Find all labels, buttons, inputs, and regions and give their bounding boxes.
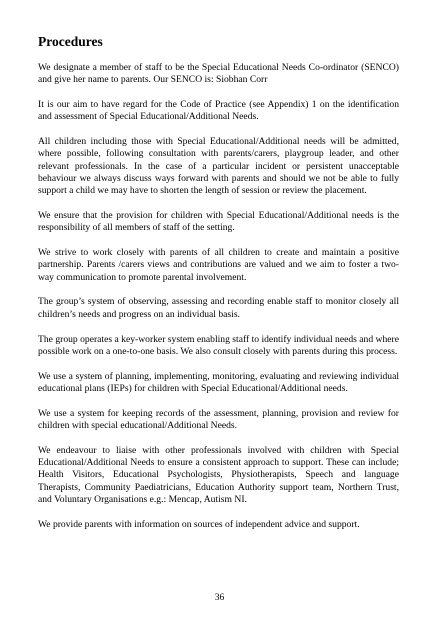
paragraph-admission: All children including those with Special Educational/Additional needs will be admitted, where possible, following consultation with parents/carers, playgroup leader, and other relevant professionals. In the case of a particular incident or persistent unacceptable behaviour we always discuss ways forward with parents and should we not be able to fully support a child we may have to shorten the length of session or review the placement. xyxy=(38,136,399,197)
paragraph-records: We use a system for keeping records of the assessment, planning, provision and review for children with special educational/Additional Needs. xyxy=(38,407,399,431)
paragraph-senco: We designate a member of staff to be the Special Educational Needs Co-ordinator (SENCO) and give her name to parents. Our SENCO is: Siobhan Corr xyxy=(38,62,399,86)
paragraph-code-of-practice: It is our aim to have regard for the Code of Practice (see Appendix) 1 on the identification and assessment of Special Educational/Additional Needs. xyxy=(38,99,399,123)
page-number: 36 xyxy=(214,592,225,603)
paragraph-ieps: We use a system of planning, implementing, monitoring, evaluating and reviewing individual educational plans (IEPs) for children with Special Educational/Additional needs. xyxy=(38,370,399,394)
paragraph-staff-responsibility: We ensure that the provision for children with Special Educational/Additional needs is the responsibility of all members of staff of the setting. xyxy=(38,210,399,234)
paragraph-independent-advice: We provide parents with information on sources of independent advice and support. xyxy=(38,518,360,530)
paragraph-key-worker: The group operates a key-worker system enabling staff to identify individual needs and where possible work on a one-to-one basis. We also consult closely with parents during this process. xyxy=(38,333,399,357)
section-heading: Procedures xyxy=(38,34,103,49)
paragraph-parent-partnership: We strive to work closely with parents of all children to create and maintain a positive partnership. Parents /carers views and contributions are valued and we aim to foster a two-way communication to promote parental involvement. xyxy=(38,247,399,283)
paragraph-observing-assessing: The group’s system of observing, assessing and recording enable staff to monitor closely all children’s needs and progress on an individual basis. xyxy=(38,296,399,320)
paragraph-liaise-professionals: We endeavour to liaise with other professionals involved with children with Special Educational/Additional Needs to ensure a consistent approach to support. These can include; Health Visitors, Educational Psychologists, Physiotherapists, Speech and language Therapists, Community Paediatricians, Education Authority support team, Northern Trust, and Voluntary Organisations e.g.: Mencap, Autism NI. xyxy=(38,444,399,505)
body-text xyxy=(38,62,399,544)
